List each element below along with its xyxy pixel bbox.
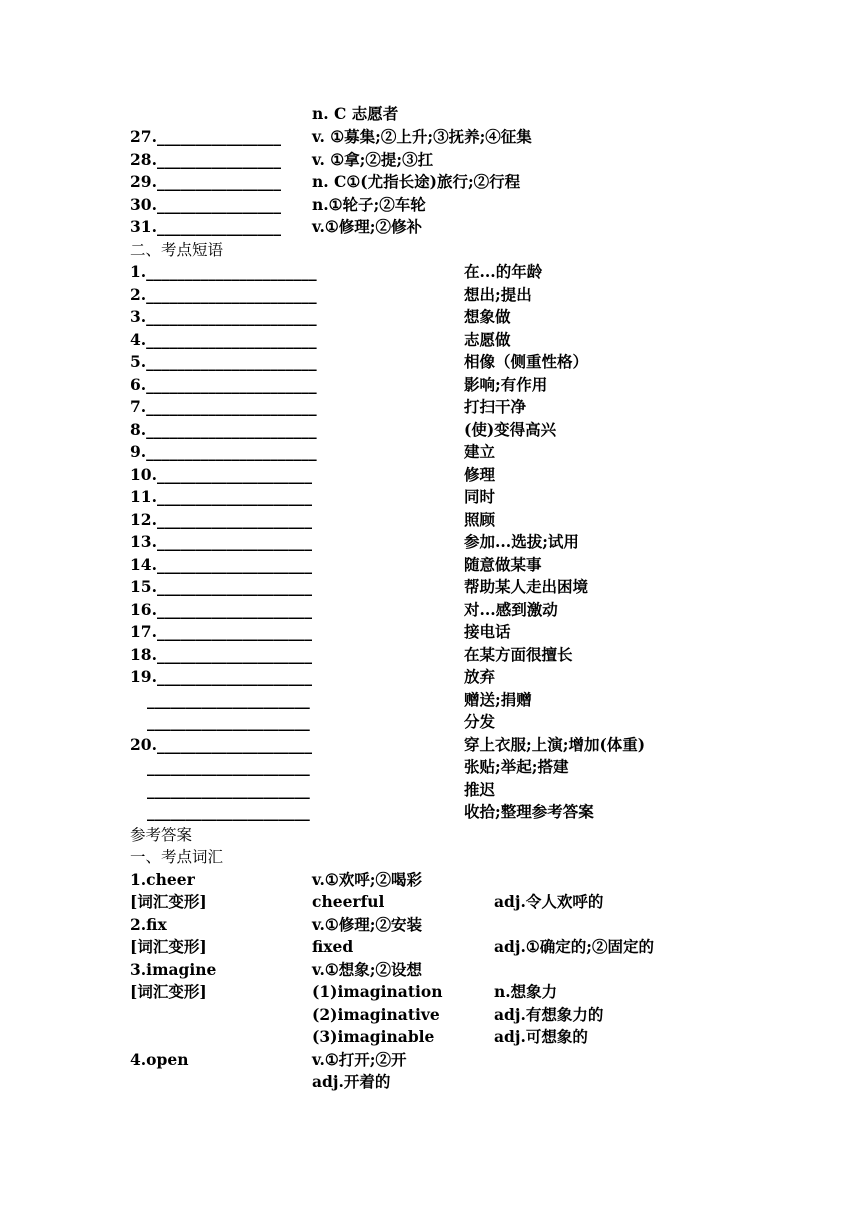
- phrase-blank: _____________________: [147, 690, 310, 709]
- answer-definition: v.①打开;②开: [312, 1050, 407, 1069]
- phrase-blank: 12.____________________: [130, 510, 312, 529]
- phrase-meaning: 相像（侧重性格）: [464, 352, 589, 371]
- phrase-meaning: 收拾;整理参考答案: [464, 802, 594, 821]
- phrase-blank: 16.____________________: [130, 600, 312, 619]
- phrase-meaning: 分发: [464, 712, 496, 731]
- phrase-blank: 4.______________________: [130, 330, 317, 349]
- phrase-blank: 17.____________________: [130, 622, 312, 641]
- phrase-blank: 15.____________________: [130, 577, 312, 596]
- phrase-meaning: 赠送;捐赠: [464, 690, 532, 709]
- phrase-blank: 2.______________________: [130, 285, 317, 304]
- answer-word: 2.fix: [130, 915, 167, 934]
- vocab-meaning: n. C①(尤指长途)旅行;②行程: [312, 172, 521, 191]
- answer-definition: v.①修理;②安装: [312, 915, 422, 934]
- phrase-meaning: 修理: [464, 465, 496, 484]
- phrase-meaning: 推迟: [464, 780, 496, 799]
- phrase-meaning: 同时: [464, 487, 496, 506]
- phrase-blank: _____________________: [147, 780, 310, 799]
- phrase-blank: _____________________: [147, 757, 310, 776]
- answer-definition: cheerful: [312, 892, 385, 911]
- phrase-blank: 8.______________________: [130, 420, 317, 439]
- phrase-blank: 5.______________________: [130, 352, 317, 371]
- phrase-meaning: 帮助某人走出困境: [464, 577, 589, 596]
- phrase-blank: 11.____________________: [130, 487, 312, 506]
- vocab-meaning: n. C 志愿者: [312, 104, 399, 123]
- answer-definition: v.①欢呼;②喝彩: [312, 870, 422, 889]
- phrase-meaning: 影响;有作用: [464, 375, 548, 394]
- phrase-meaning: (使)变得高兴: [464, 420, 557, 439]
- phrase-blank: 10.____________________: [130, 465, 312, 484]
- phrase-blank: 13.____________________: [130, 532, 312, 551]
- phrase-meaning: 想象做: [464, 307, 511, 326]
- vocab-blank: 28.________________: [130, 150, 281, 169]
- answer-definition: (3)imaginable: [312, 1027, 435, 1046]
- phrase-blank: 6.______________________: [130, 375, 317, 394]
- vocab-meaning: v. ①募集;②上升;③抚养;④征集: [312, 127, 532, 146]
- phrase-blank: 18.____________________: [130, 645, 312, 664]
- phrase-meaning: 放弃: [464, 667, 496, 686]
- vocab-meaning: v.①修理;②修补: [312, 217, 422, 236]
- answer-definition: (2)imaginative: [312, 1005, 440, 1024]
- phrase-blank: 20.____________________: [130, 735, 312, 754]
- answer-definition: (1)imagination: [312, 982, 443, 1001]
- section-heading: 一、考点词汇: [130, 848, 224, 866]
- phrase-blank: _____________________: [147, 712, 310, 731]
- phrase-meaning: 穿上衣服;上演;增加(体重): [464, 735, 646, 754]
- phrase-meaning: 在...的年龄: [464, 262, 543, 281]
- phrase-meaning: 建立: [464, 442, 496, 461]
- phrase-meaning: 在某方面很擅长: [464, 645, 573, 664]
- answer-extra: adj.令人欢呼的: [494, 892, 604, 911]
- answer-extra: adj.①确定的;②固定的: [494, 937, 655, 956]
- section-heading: 二、考点短语: [130, 241, 224, 259]
- phrase-blank: 3.______________________: [130, 307, 317, 326]
- section-heading: 参考答案: [130, 826, 193, 844]
- answer-word: [词汇变形]: [130, 982, 207, 1001]
- answer-word: 1.cheer: [130, 870, 195, 889]
- vocab-blank: 27.________________: [130, 127, 281, 146]
- phrase-meaning: 打扫干净: [464, 397, 527, 416]
- vocab-blank: 31.________________: [130, 217, 281, 236]
- answer-extra: adj.有想象力的: [494, 1005, 604, 1024]
- vocab-meaning: n.①轮子;②车轮: [312, 195, 426, 214]
- answer-extra: adj.可想象的: [494, 1027, 588, 1046]
- phrase-blank: 1.______________________: [130, 262, 317, 281]
- answer-definition: v.①想象;②设想: [312, 960, 422, 979]
- phrase-blank: _____________________: [147, 802, 310, 821]
- answer-word: [词汇变形]: [130, 937, 207, 956]
- phrase-blank: 9.______________________: [130, 442, 317, 461]
- phrase-meaning: 参加...选拔;试用: [464, 532, 579, 551]
- phrase-meaning: 接电话: [464, 622, 511, 641]
- phrase-blank: 14.____________________: [130, 555, 312, 574]
- answer-definition: adj.开着的: [312, 1072, 391, 1091]
- vocab-meaning: v. ①拿;②提;③扛: [312, 150, 434, 169]
- vocab-blank: 30.________________: [130, 195, 281, 214]
- phrase-meaning: 张贴;举起;搭建: [464, 757, 569, 776]
- phrase-meaning: 志愿做: [464, 330, 511, 349]
- phrase-meaning: 照顾: [464, 510, 496, 529]
- vocab-blank: 29.________________: [130, 172, 281, 191]
- answer-word: 4.open: [130, 1050, 189, 1069]
- phrase-meaning: 对...感到激动: [464, 600, 558, 619]
- answer-word: 3.imagine: [130, 960, 217, 979]
- answer-definition: fixed: [312, 937, 354, 956]
- phrase-meaning: 想出;提出: [464, 285, 532, 304]
- answer-extra: n.想象力: [494, 982, 558, 1001]
- phrase-blank: 19.____________________: [130, 667, 312, 686]
- answer-word: [词汇变形]: [130, 892, 207, 911]
- phrase-blank: 7.______________________: [130, 397, 317, 416]
- phrase-meaning: 随意做某事: [464, 555, 542, 574]
